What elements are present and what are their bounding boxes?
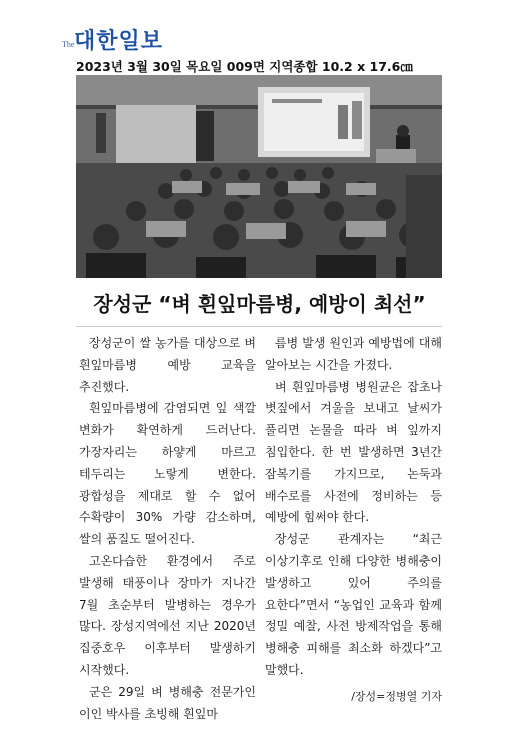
article-paragraph: 군은 29일 벼 병해충 전문가인 이인 박사를 초빙해 흰잎마 xyxy=(79,684,256,721)
newspaper-logo: 대한일보 xyxy=(74,29,164,54)
article-paragraph: 고온다습한 환경에서 주로 발생해 태풍이나 장마가 지나간 7월 초순부터 발병하는 경우가 많다. 장성지역에선 지난 2020년 집중호우 이후부터 발생하기 시작했다. xyxy=(79,553,256,677)
reporter-byline: /장성=정병열 기자 xyxy=(351,689,442,703)
publication-info: 2023년 3월 30일 목요일 009면 지역종합 10.2 x 17.6㎝ xyxy=(76,59,413,74)
article-headline: 장성군 “벼 흰잎마름병, 예방이 최선” xyxy=(93,292,426,316)
headline-divider xyxy=(76,326,442,327)
article-paragraph: 장성군이 쌀 농가를 대상으로 벼 흰잎마름병 예방 교육을 추진했다. xyxy=(79,336,256,394)
masthead xyxy=(62,18,482,58)
article-paragraph: 흰잎마름병에 감염되면 잎 색깔 변화가 확연하게 드러난다. 가장자리는 하얗게 마르고 테두리는 노랗게 변한다. 광합성을 제대로 할 수 없어 수확량이 30% 가량 감소하며, 쌀의 품질도 떨어진다. xyxy=(79,401,256,547)
article-column-left xyxy=(79,333,256,725)
article-column-right xyxy=(265,333,442,708)
article-paragraph: 장성군 관계자는 “최근 이상기후로 인해 다양한 병해충이 발생하고 있어 주의를 요한다”면서 “농업인 교육과 함께 정밀 예찰, 사전 방제작업을 통해 병해충 피해를 최소화 하겠다”고 말했다. xyxy=(265,532,442,677)
masthead-prefix: The xyxy=(62,40,75,49)
article-paragraph: 름병 발생 원인과 예방법에 대해 알아보는 시간을 가졌다. xyxy=(265,336,442,372)
article-paragraph: 벼 흰잎마름병 병원균은 잡초나 볏짚에서 겨울을 보내고 날씨가 풀리면 논물을 따라 벼 잎까지 침입한다. 한 번 발생하면 3년간 잠복기를 가지므로, 논둑과 배수로를 사전에 정비하는 등 예방에 힘써야 한다. xyxy=(265,379,442,525)
article-photo xyxy=(76,75,442,278)
